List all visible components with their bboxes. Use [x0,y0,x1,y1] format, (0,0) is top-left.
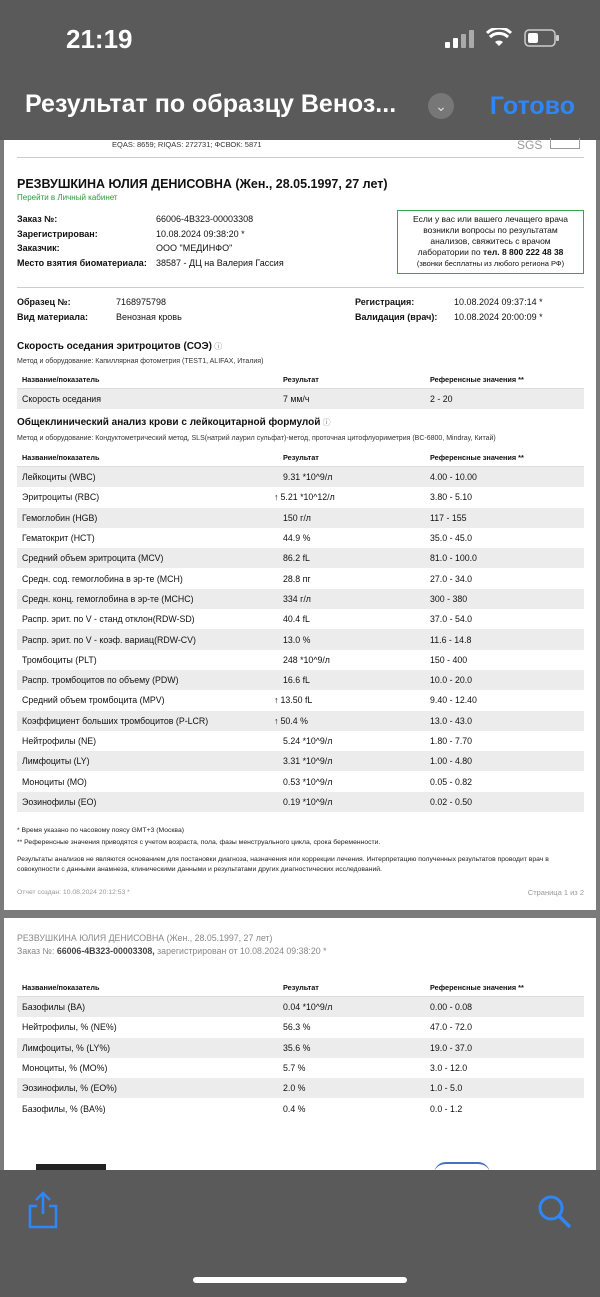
row-result [278,731,425,751]
table-row [17,548,584,568]
table-row [17,650,584,670]
divider [17,157,584,158]
divider [17,287,584,288]
row-reference: 0.02 - 0.50 [425,792,584,812]
result-value: 13.0 % [283,634,311,645]
table-row [17,589,584,609]
cbc-method: Метод и оборудование: Кондуктометрический метод, SLS(натрий лаурил сульфат)-метод, проточная цитофлуориметрия (BC-6800, Mindray, Китай) [17,435,496,442]
top-bar [0,0,600,140]
row-name: Эозинофилы, % (EO%) [17,1078,278,1098]
table-row [17,792,584,812]
contact-notice: Если у вас или вашего лечащего врача возникли вопросы по результатам анализов, свяжитесь с врачом лаборатории по тел. 8 800 222 48 38 (звонки бесплатны из любого региона РФ) [397,210,584,274]
result-value: 0.19 *10^9/л [283,796,333,807]
row-reference: 37.0 - 54.0 [430,614,473,625]
table-row [17,487,584,507]
row-reference: 13.0 - 43.0 [425,711,584,731]
patient-name: РЕЗВУШКИНА ЮЛИЯ ДЕНИСОВНА (Жен., 28.05.1997, 27 лет) [17,177,388,191]
row-name: Нейтрофилы, % (NE%) [22,1022,117,1033]
table-row [17,1058,584,1078]
arrow-up-icon: ↑ [274,492,279,503]
result-value: 35.6 % [283,1042,311,1053]
row-name: Распр. эрит. по V - коэф. вариац(RDW-CV) [17,629,278,649]
row-result [274,487,425,507]
order-line-p2: Заказ №: 66006-4B323-00003308, зарегистрирован от 10.08.2024 09:38:20 * [17,946,327,956]
row-reference: 19.0 - 37.0 [425,1038,584,1058]
sample-values: 7168975798 Венозная кровь [116,297,182,322]
table-row [17,711,584,731]
row-result [278,1098,425,1118]
result-value: 16.6 fL [283,675,310,686]
result-value: 44.9 % [283,533,311,544]
row-reference: 300 - 380 [425,589,584,609]
result-value: 0.04 *10^9/л [283,1002,333,1013]
row-name: Средн. конц. гемоглобина в эр-те (MCHC) [17,589,278,609]
row-reference: 150 - 400 [430,654,468,665]
table-row [17,1098,584,1118]
row-result [278,508,425,528]
col-header-name: Название/показатель [17,978,278,997]
table-row [17,690,584,710]
row-reference: 10.0 - 20.0 [425,670,584,690]
row-name: Эритроциты (RBC) [22,492,100,503]
row-name: Моноциты (MO) [22,776,87,787]
row-reference: 1.80 - 7.70 [430,736,473,746]
row-result [278,528,425,548]
row-result [278,1078,425,1098]
row-result [278,670,425,690]
status-time: 21:19 [66,24,133,54]
row-result [278,589,425,609]
row-name: Базофилы (BA) [17,997,278,1018]
table-row [17,771,584,791]
result-value: 2.0 % [283,1083,306,1094]
wifi-icon [486,28,512,48]
row-name: Коэффициент больших тромбоцитов (P-LCR) [17,711,278,731]
share-icon[interactable] [26,1190,60,1230]
table-row [17,528,584,548]
order-labels: Заказ №: Зарегистрирован: Заказчик: Место взятия биоматериала: [17,214,147,268]
result-value: 150 г/л [283,512,311,523]
result-value: 0.53 *10^9/л [283,776,333,787]
document-title: Результат по образцу Веноз... [25,90,397,118]
row-name: Средний объем эритроцита (MCV) [17,548,278,568]
row-name: Моноциты, % (MO%) [22,1063,108,1074]
row-result [274,711,425,731]
row-reference: 0.05 - 0.82 [430,776,473,787]
result-value: 5.24 *10^9/л [283,736,333,746]
table-row [17,731,584,751]
table-row [17,629,584,649]
table-row [17,609,584,629]
report-page-1 [4,140,596,910]
row-reference: 11.6 - 14.8 [425,629,584,649]
result-value: 7 мм/ч [283,394,310,405]
row-name: Лимфоциты (LY) [17,751,278,771]
row-result [278,771,425,791]
row-name: Базофилы, % (BA%) [22,1103,106,1114]
accreditation-codes: EQAS: 8659; RIQAS: 272731; ФСВОК: 5871 [112,140,262,149]
row-reference: 81.0 - 100.0 [425,548,584,568]
col-header-ref: Референсные значения ** [425,978,584,997]
row-name: Эозинофилы (EO) [17,792,278,812]
row-reference: 0.0 - 1.2 [430,1103,463,1114]
row-result [278,568,425,588]
col-header-ref: Референсные значения ** [425,448,584,467]
row-result [278,467,425,488]
status-icons [445,28,560,48]
arrow-up-icon: ↑ [274,715,279,726]
done-button[interactable]: Готово [489,92,575,120]
result-value: 248 *10^9/л [283,654,330,665]
table-row [17,751,584,771]
row-reference: 4.00 - 10.00 [425,467,584,488]
result-value: 56.3 % [283,1022,311,1033]
row-reference: 117 - 155 [425,508,584,528]
order-values: 66006-4B323-00003308 10.08.2024 09:38:20 * ООО "МЕДИНФО" 38587 - ДЦ на Валерия Гассия [156,214,284,268]
row-reference: 1.0 - 5.0 [425,1078,584,1098]
cbc-table [17,448,584,812]
result-value: 3.31 *10^9/л [283,756,333,767]
result-value: 13.50 fL [280,695,313,706]
footnote-time: * Время указано по часовому поясу GMT+3 (Москва) [17,827,184,834]
sgs-logo: SGS [517,138,543,152]
row-reference: 0.00 - 0.08 [425,997,584,1018]
esr-table [17,370,584,409]
cbc-table-continued [17,978,584,1119]
sample-labels: Образец №: Вид материала: [17,297,88,322]
col-header-ref: Референсные значения ** [425,370,584,389]
registration-labels: Регистрация: Валидация (врач): [355,297,438,322]
row-result [278,997,425,1018]
footnote-reference: ** Референсные значения приводятся с учетом возраста, пола, фазы менструального цикла, срока беременности. [17,839,381,846]
col-header-result: Результат [278,370,425,389]
arrow-up-icon: ↑ [274,695,279,706]
col-header-name: Название/показатель [17,370,278,389]
row-name: Гемоглобин (HGB) [17,508,278,528]
cert-badge-icon [550,138,580,149]
table-row [17,508,584,528]
row-result [278,629,425,649]
row-result [274,690,425,710]
result-value: 334 г/л [283,593,311,604]
result-value: 9.31 *10^9/л [283,472,333,483]
row-reference: 27.0 - 34.0 [430,573,473,584]
row-reference: 3.80 - 5.10 [430,492,473,503]
esr-section-title: Скорость оседания эритроцитов (СОЭ) ⓘ [17,341,223,352]
row-reference: 1.00 - 4.80 [425,751,584,771]
result-value: 28.8 пг [283,573,311,584]
disclaimer: Результаты анализов не являются основанием для постановки диагноза, назначения или коррекции лечения. Интерпретацию полученных результатов проводит врач в совокупности с данными анамнеза, клиническими данными и результатами других диагностических исследований. [17,856,549,873]
row-name: Распр. эрит. по V - станд отклон(RDW-SD) [22,614,195,625]
table-row [17,1017,584,1037]
row-reference: 2 - 20 [425,389,584,410]
table-row [17,670,584,690]
report-created: Отчет создан: 10.08.2024 20:12:53 * [17,889,130,896]
row-result [278,650,425,670]
row-result [278,548,425,568]
info-icon: ⓘ [320,418,331,427]
result-value: 5.7 % [283,1063,306,1074]
search-icon[interactable] [537,1194,573,1230]
row-name: Скорость оседания [17,389,278,410]
row-result [278,1017,425,1037]
result-value: 86.2 fL [283,553,310,564]
row-result [278,1038,425,1058]
row-name: Тромбоциты (PLT) [22,654,97,665]
row-reference: 9.40 - 12.40 [430,695,477,706]
signal-icon [445,28,474,48]
row-result [278,389,425,410]
row-name: Средн. сод. гемоглобина в эр-те (MCH) [22,573,183,584]
home-indicator[interactable] [193,1277,407,1283]
row-name: Гематокрит (HCT) [22,533,95,544]
table-row [17,997,584,1018]
table-row [17,467,584,488]
result-value: 0.4 % [283,1103,306,1114]
col-header-result: Результат [278,448,425,467]
result-value: 50.4 % [280,715,308,726]
battery-icon [524,28,560,48]
esr-method: Метод и оборудование: Капиллярная фотометрия (TEST1, ALIFAX, Италия) [17,358,264,365]
row-result [278,609,425,629]
result-value: 40.4 fL [283,614,310,625]
row-name: Распр. тромбоцитов по объему (PDW) [17,670,278,690]
result-value: 5.21 *10^12/л [280,492,335,503]
chevron-down-icon[interactable]: ⌄ [428,93,454,119]
cbc-section-title: Общеклинический анализ крови с лейкоцитарной формулой ⓘ [17,417,331,428]
col-header-result: Результат [278,978,425,997]
row-result [278,1058,425,1078]
row-reference: 3.0 - 12.0 [430,1063,468,1074]
row-reference: 47.0 - 72.0 [430,1022,473,1033]
registration-values: 10.08.2024 09:37:14 * 10.08.2024 20:00:09 * [454,297,543,322]
table-row [17,1078,584,1098]
row-name: Лимфоциты, % (LY%) [17,1038,278,1058]
page-number: Страница 1 из 2 [527,888,584,897]
table-row [17,389,584,410]
row-name: Средний объем тромбоцита (MPV) [22,695,165,706]
row-result [278,792,425,812]
row-name: Лейкоциты (WBC) [17,467,278,488]
table-row [17,1038,584,1058]
info-icon: ⓘ [212,342,223,351]
row-name: Нейтрофилы (NE) [22,736,97,746]
patient-name-p2: РЕЗВУШКИНА ЮЛИЯ ДЕНИСОВНА (Жен., 28.05.1997, 27 лет) [17,933,273,943]
col-header-name: Название/показатель [17,448,278,467]
cabinet-link[interactable]: Перейти в Личный кабинет [17,193,118,202]
row-result [278,751,425,771]
row-reference: 35.0 - 45.0 [430,533,473,544]
table-row [17,568,584,588]
report-page-2 [4,918,596,1170]
